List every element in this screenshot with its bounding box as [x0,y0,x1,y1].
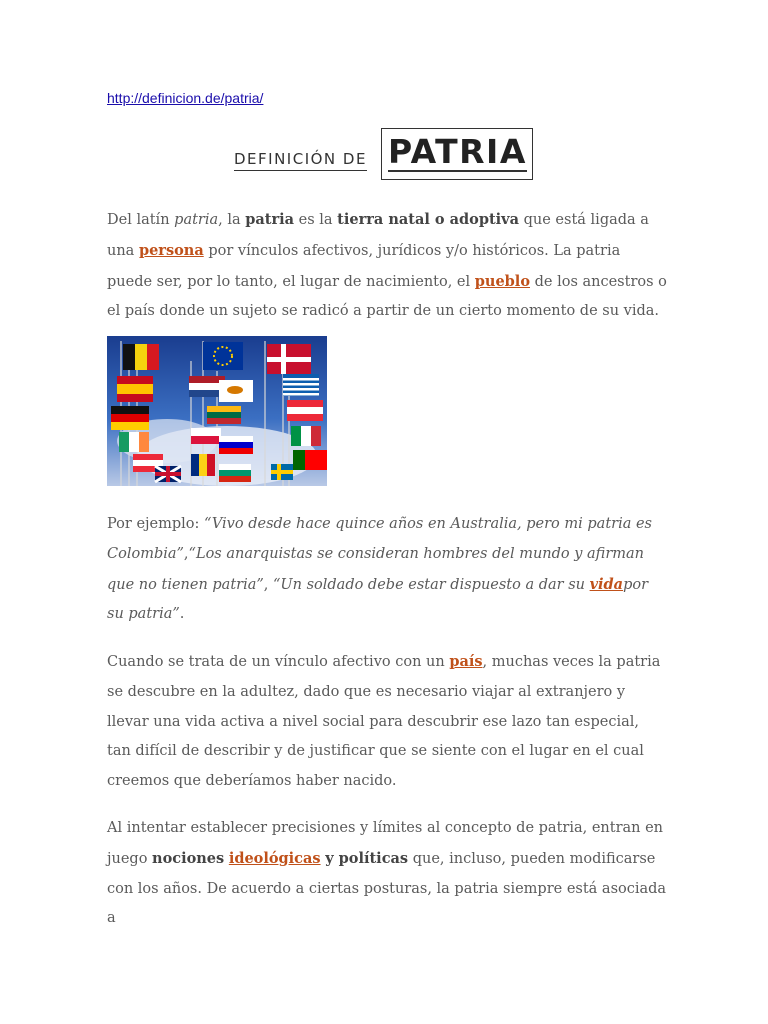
flags-image [107,336,327,486]
keyword-link-pueblo[interactable]: pueblo [474,272,530,290]
italic-quote: por su patria” [107,576,649,623]
italic-term: patria [174,212,219,228]
keyword-link-pais[interactable]: país [449,653,483,670]
title-box [381,128,533,180]
text: , [183,545,189,562]
paragraph-examples [107,510,667,630]
text: Al intentar establecer precisiones y límites al concepto de patria, entran en juego [107,820,664,867]
keyword-link-persona[interactable]: persona [138,241,204,259]
text: que está ligada a una [107,212,649,259]
title-main: PATRIA [388,132,527,171]
paragraph-ideology [107,814,667,934]
text: . [179,606,185,623]
keyword-link-vida[interactable]: vida [589,575,624,593]
bold-term: patria [245,211,295,228]
source-link[interactable]: http://definicion.de/patria/ [107,90,264,106]
text: Por ejemplo: [107,516,204,532]
text: por vínculos afectivos, jurídicos y/o históricos. La patria puede ser, por lo tanto, el lugar de nacimiento, el [107,242,621,290]
bold-term: nociones [152,849,225,867]
page-title [234,128,544,182]
paragraph-intro [107,205,667,327]
text: , [263,576,273,593]
italic-quote: “Vivo desde hace quince años en Australia, pero mi patria es Colombia” [107,516,652,562]
italic-quote: “Un soldado debe estar dispuesto a dar su [273,576,590,593]
bold-term: tierra natal o adoptiva [337,211,520,228]
text: Cuando se trata de un vínculo afectivo con un [107,654,450,670]
text: de los ancestros o el país donde un sujeto se radicó a partir de un cierto momento de su vida. [107,273,667,320]
text: , muchas veces la patria se descubre en la adultez, dado que es necesario viajar al extranjero y llevar una vida activa a nivel social para descubrir ese lazo tan especial, tan difícil de describir y de justificar que se siente con el lugar en el cual creemos que deberíamos haber nacido. [107,654,661,790]
italic-quote: “Los anarquistas se consideran hombres del mundo y afirman que no tienen patria” [107,545,645,593]
text: Del latín [107,212,175,228]
text: , la [218,212,246,228]
text: que, incluso, pueden modificarse con los años. De acuerdo a ciertas posturas, la patria siempre está asociada a [107,850,667,927]
bold-term: y políticas [325,849,409,867]
keyword-link-ideologicas[interactable]: ideológicas [228,849,321,867]
title-prefix: DEFINICIÓN DE [234,150,367,171]
text: es la [294,212,338,228]
paragraph-affective [107,647,667,797]
